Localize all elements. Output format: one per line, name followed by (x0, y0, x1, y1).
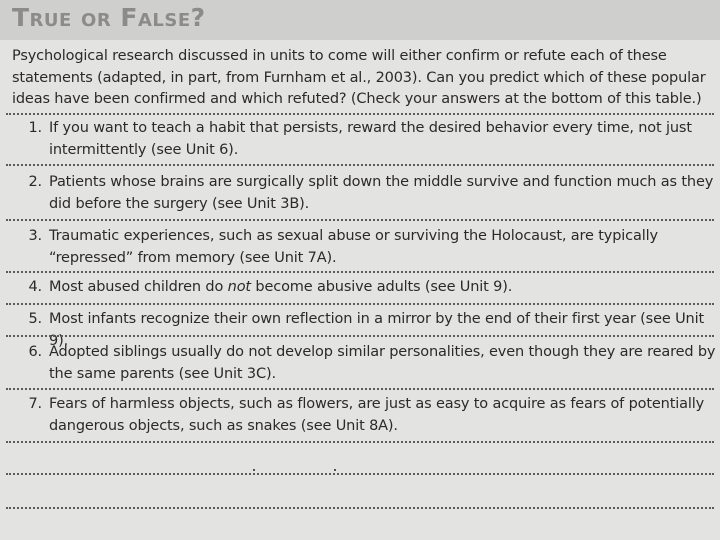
dotted-divider (6, 219, 714, 221)
statement-text-emphasis: not (227, 279, 251, 295)
statement-number: 6. (28, 344, 42, 360)
statement-number: 3. (28, 228, 42, 244)
stray-dot (253, 469, 255, 471)
statement-text-start: Most abused children do (49, 279, 228, 295)
statement-number: 1. (28, 120, 42, 136)
statement-text: Fears of harmless objects, such as flowers, are just as easy to acquire as fears of potentially dangerous objects, such as snakes (see Unit 8A). (49, 396, 705, 434)
statement-number: 7. (28, 396, 42, 412)
statement-text (49, 277, 720, 299)
intro-paragraph: Psychological research discussed in units to come will either confirm or refute each of these statements (adapted, in part, from Furnham et al., 2003). Can you predict which of these popular ideas have been confirmed and which refuted? (Check your answers at the bottom of this table.) (12, 48, 706, 107)
dotted-divider (6, 388, 714, 390)
statement-number: 5. (28, 311, 42, 327)
statement-text: Most infants recognize their own reflection in a mirror by the end of their first year (see Unit 9). (49, 311, 705, 349)
dotted-divider (6, 335, 714, 337)
statement-text: Patients whose brains are surgically split down the middle survive and function much as they did before the surgery (see Unit 3B). (49, 174, 714, 212)
page-title: True or False? (12, 3, 206, 32)
statement-text: Traumatic experiences, such as sexual abuse or surviving the Holocaust, are typically “repressed” from memory (see Unit 7A). (49, 228, 658, 266)
dotted-divider (6, 113, 714, 115)
stray-dot (334, 469, 336, 471)
dotted-divider (6, 507, 714, 509)
statement-text: If you want to teach a habit that persists, reward the desired behavior every time, not just intermittently (see Unit 6). (49, 120, 692, 158)
dotted-divider (6, 303, 714, 305)
statement-number: 4. (28, 279, 42, 295)
title-bar (0, 0, 720, 40)
statement-text-end: become abusive adults (see Unit 9). (250, 279, 513, 295)
statement-number: 2. (28, 174, 42, 190)
dotted-divider (6, 271, 714, 273)
dotted-divider (6, 473, 714, 475)
dotted-divider (6, 441, 714, 443)
statement-text: Adopted siblings usually do not develop similar personalities, even though they are reared by the same parents (see Unit 3C). (49, 344, 716, 382)
dotted-divider (6, 164, 714, 166)
